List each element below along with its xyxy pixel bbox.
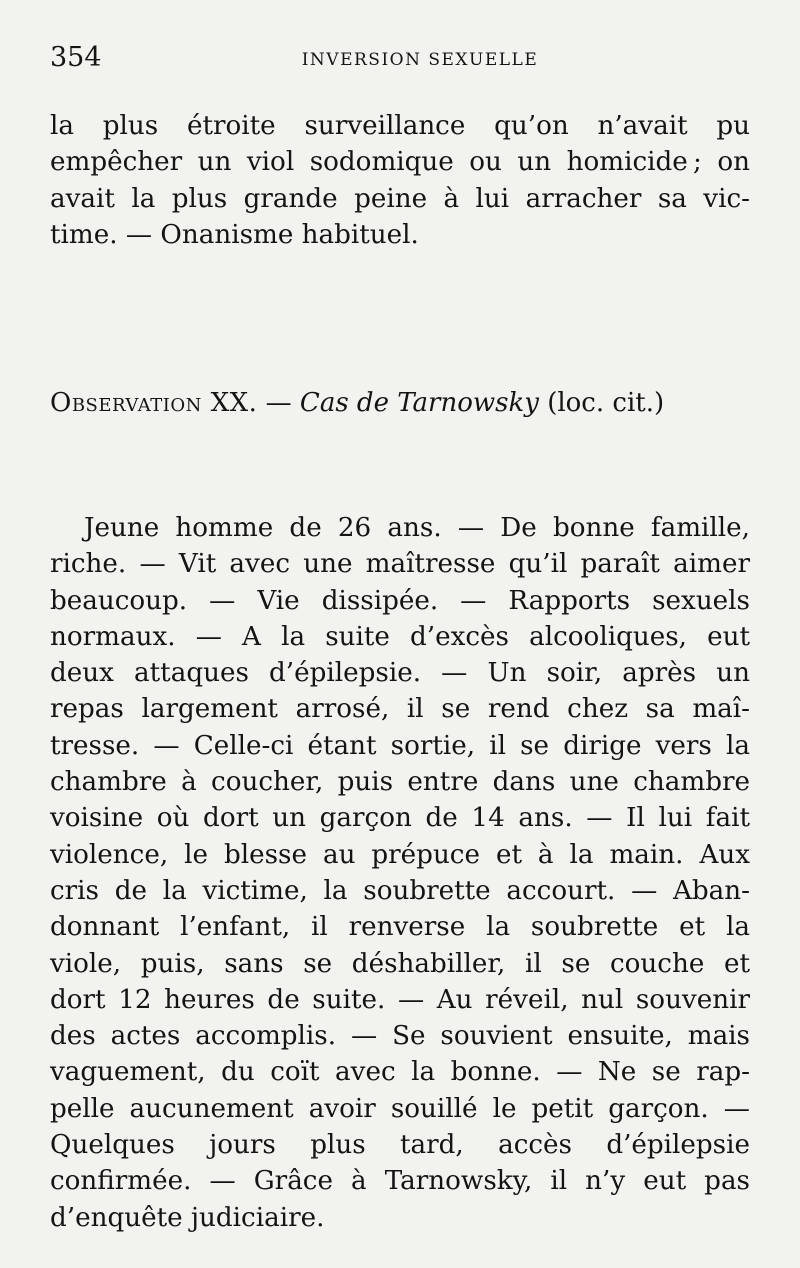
text-line: normaux. — A la suite d’excès alcooliques, eut	[50, 621, 750, 652]
text-line: Jeune homme de 26 ans. — De bonne famille,	[84, 513, 750, 543]
text-line: deux attaques d’épilepsie. — Un soir, après un	[50, 658, 750, 689]
page-header	[50, 42, 750, 82]
text-line: repas largement arrosé, il se rend chez sa maî-	[50, 694, 750, 725]
text-line: tresse. — Celle-ci étant sortie, il se dirige vers la	[50, 730, 750, 761]
text-line: la plus étroite surveillance qu’on n’avait pu	[50, 111, 750, 141]
case-title: Cas de Tarnowsky	[299, 388, 539, 418]
text-line: beaucoup. — Vie dissipée. — Rapports sexuels	[50, 585, 750, 616]
text-line: violence, le blesse au prépuce et à la main. Aux	[50, 839, 750, 870]
page-number: 354	[50, 42, 102, 73]
text-line: Quelques jours plus tard, accès d’épilepsie	[50, 1130, 750, 1161]
text-line: riche. — Vit avec une maîtresse qu’il paraît aimer	[50, 549, 750, 580]
text-line: voisine où dort un garçon de 14 ans. — Il lui fait	[50, 803, 750, 834]
observation-heading	[50, 388, 750, 418]
text-line: chambre à coucher, puis entre dans une chambre	[50, 767, 750, 798]
text-line: viole, puis, sans se déshabiller, il se couche et	[50, 948, 750, 979]
text-line: cris de la victime, la soubrette accourt. — Aban-	[50, 875, 750, 906]
heading-dash: —	[257, 388, 300, 418]
top-paragraph	[50, 108, 750, 253]
case-reference: (loc. cit.)	[547, 388, 665, 418]
text-line: avait la plus grande peine à lui arracher sa vic-	[50, 183, 750, 214]
text-line: empêcher un viol sodomique ou un homicide ; on	[50, 147, 750, 178]
case-paragraph	[50, 510, 750, 1236]
running-title: INVERSION SEXUELLE	[301, 50, 539, 70]
text-line: d’enquête judiciaire.	[50, 1202, 325, 1233]
text-line: des actes accomplis. — Se souvient ensuite, mais	[50, 1021, 750, 1052]
text-line: time. — Onanisme habituel.	[50, 219, 419, 250]
text-line: donnant l’enfant, il renverse la soubrette et la	[50, 912, 750, 943]
text-line: confirmée. — Grâce à Tarnowsky, il n’y eut pas	[50, 1166, 750, 1197]
observation-label: Observation XX.	[50, 388, 258, 418]
text-line: vaguement, du coït avec la bonne. — Ne se rap-	[50, 1057, 750, 1088]
text-line: pelle aucunement avoir souillé le petit garçon. —	[50, 1093, 750, 1124]
text-line: dort 12 heures de suite. — Au réveil, nul souvenir	[50, 984, 750, 1015]
